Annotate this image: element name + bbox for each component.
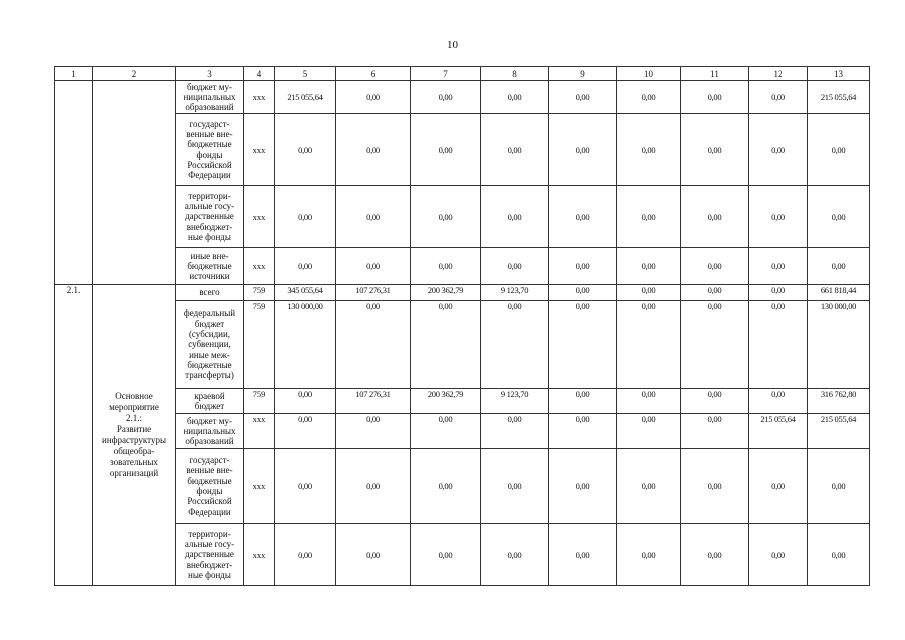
budget-code: 759 [244,285,275,301]
value-cell: 215 055,64 [749,414,808,449]
funding-source: бюджет му- ниципальных образований [176,81,244,114]
funding-source: государст- венные вне- бюджетные фонды Российской Федерации [176,449,244,524]
table-row [55,414,870,449]
budget-code: 759 [244,301,275,389]
value-cell: 0,00 [411,114,481,186]
value-cell: 107 276,31 [336,285,411,301]
header-row [55,67,870,81]
value-cell: 0,00 [336,524,411,586]
value-cell: 130 000,00 [808,301,870,389]
column-header: 13 [808,67,870,81]
budget-code: xxx [244,449,275,524]
value-cell: 316 762,80 [808,389,870,414]
value-cell: 0,00 [275,449,336,524]
column-header: 12 [749,67,808,81]
funding-source: краевой бюджет [176,389,244,414]
value-cell: 0,00 [411,248,481,285]
value-cell: 0,00 [411,414,481,449]
value-cell: 0,00 [808,248,870,285]
value-cell: 0,00 [681,414,749,449]
value-cell: 0,00 [336,81,411,114]
value-cell: 130 000,00 [275,301,336,389]
value-cell: 0,00 [749,389,808,414]
value-cell: 0,00 [481,248,549,285]
value-cell: 0,00 [336,414,411,449]
value-cell: 0,00 [749,81,808,114]
value-cell: 200 362,79 [411,389,481,414]
value-cell: 0,00 [617,248,681,285]
value-cell: 0,00 [681,248,749,285]
column-header: 3 [176,67,244,81]
value-cell: 9 123,70 [481,389,549,414]
value-cell: 0,00 [549,114,617,186]
value-cell: 215 055,64 [808,414,870,449]
value-cell: 0,00 [336,301,411,389]
value-cell: 0,00 [481,524,549,586]
budget-table [54,66,870,586]
value-cell: 0,00 [275,114,336,186]
funding-source: всего [176,285,244,301]
value-cell: 0,00 [617,449,681,524]
value-cell: 0,00 [617,414,681,449]
value-cell: 0,00 [808,524,870,586]
column-header: 1 [55,67,93,81]
value-cell: 0,00 [481,301,549,389]
value-cell: 0,00 [411,449,481,524]
value-cell: 0,00 [749,449,808,524]
value-cell: 0,00 [681,285,749,301]
value-cell: 0,00 [411,81,481,114]
column-header: 4 [244,67,275,81]
value-cell: 0,00 [481,414,549,449]
value-cell: 0,00 [749,301,808,389]
budget-code: 759 [244,389,275,414]
value-cell: 200 362,79 [411,285,481,301]
value-cell: 0,00 [336,114,411,186]
value-cell: 0,00 [617,285,681,301]
value-cell: 0,00 [617,81,681,114]
value-cell: 0,00 [617,301,681,389]
value-cell: 0,00 [549,301,617,389]
value-cell: 0,00 [549,524,617,586]
value-cell: 0,00 [275,389,336,414]
value-cell: 0,00 [808,186,870,248]
value-cell: 0,00 [549,389,617,414]
value-cell: 215 055,64 [808,81,870,114]
value-cell: 0,00 [681,186,749,248]
value-cell: 0,00 [275,186,336,248]
budget-code: xxx [244,186,275,248]
value-cell: 0,00 [481,81,549,114]
funding-source: территори- альные госу- дарственные внебюджет- ные фонды [176,186,244,248]
value-cell: 0,00 [749,248,808,285]
value-cell: 0,00 [549,449,617,524]
table-row [55,81,870,114]
value-cell: 215 055,64 [275,81,336,114]
page-number: 10 [447,39,458,51]
column-header: 2 [93,67,176,81]
row-number-cell [55,81,93,285]
funding-source: бюджет му- ниципальных образований [176,414,244,449]
column-header: 5 [275,67,336,81]
budget-code: xxx [244,81,275,114]
funding-source: федеральный бюджет (субсидии, субвенции, иные меж- бюджетные трансферты) [176,301,244,389]
table-row [55,285,870,301]
table-row [55,524,870,586]
value-cell: 0,00 [549,248,617,285]
funding-source: территори- альные госу- дарственные внебюджет- ные фонды [176,524,244,586]
value-cell: 345 055,64 [275,285,336,301]
funding-source: иные вне- бюджетные источники [176,248,244,285]
row-number-cell: 2.1. [55,285,93,586]
value-cell: 0,00 [617,114,681,186]
value-cell: 0,00 [681,114,749,186]
budget-code: xxx [244,114,275,186]
value-cell: 0,00 [549,186,617,248]
column-header: 7 [411,67,481,81]
value-cell: 0,00 [749,114,808,186]
value-cell: 0,00 [411,524,481,586]
value-cell: 0,00 [808,449,870,524]
value-cell: 0,00 [336,248,411,285]
value-cell: 0,00 [749,285,808,301]
table-row [55,248,870,285]
activity-cell [93,81,176,285]
value-cell: 0,00 [275,248,336,285]
value-cell: 0,00 [681,389,749,414]
value-cell: 0,00 [749,186,808,248]
value-cell: 0,00 [275,524,336,586]
value-cell: 0,00 [549,414,617,449]
value-cell: 0,00 [336,186,411,248]
column-header: 11 [681,67,749,81]
value-cell: 0,00 [617,186,681,248]
value-cell: 0,00 [808,114,870,186]
budget-code: xxx [244,248,275,285]
column-header: 8 [481,67,549,81]
budget-code: xxx [244,414,275,449]
table-row [55,114,870,186]
value-cell: 0,00 [617,524,681,586]
table-row [55,449,870,524]
budget-code: xxx [244,524,275,586]
value-cell: 0,00 [681,524,749,586]
column-header: 9 [549,67,617,81]
table-row [55,301,870,389]
value-cell: 0,00 [481,114,549,186]
table-row [55,186,870,248]
value-cell: 0,00 [275,414,336,449]
value-cell: 0,00 [549,285,617,301]
value-cell: 0,00 [336,449,411,524]
table-row [55,389,870,414]
value-cell: 0,00 [411,186,481,248]
value-cell: 0,00 [411,301,481,389]
column-header: 10 [617,67,681,81]
value-cell: 9 123,70 [481,285,549,301]
value-cell: 0,00 [681,449,749,524]
value-cell: 0,00 [481,449,549,524]
value-cell: 0,00 [481,186,549,248]
value-cell: 0,00 [749,524,808,586]
funding-source: государст- венные вне- бюджетные фонды Российской Федерации [176,114,244,186]
value-cell: 0,00 [681,301,749,389]
value-cell: 0,00 [681,81,749,114]
column-header: 6 [336,67,411,81]
value-cell: 0,00 [617,389,681,414]
value-cell: 107 276,31 [336,389,411,414]
value-cell: 0,00 [549,81,617,114]
activity-name: Основное мероприятие 2.1.: Развитие инфраструктуры общеобра- зовательных организаций [93,285,176,586]
value-cell: 661 818,44 [808,285,870,301]
